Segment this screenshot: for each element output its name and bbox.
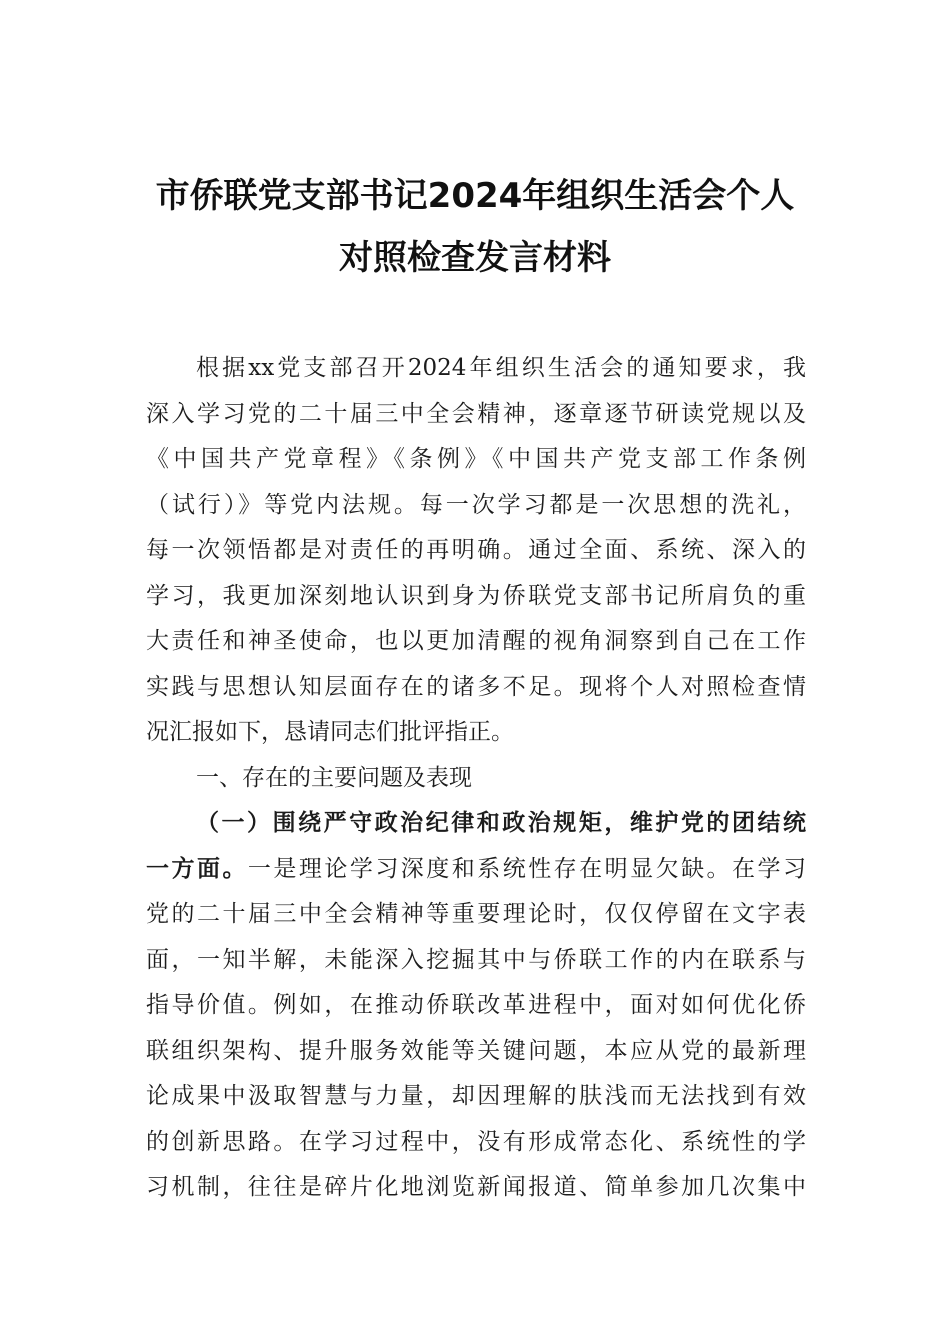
paragraph-line-text: 一是理论学习深度和系统性存在明显欠缺。在学习 xyxy=(247,856,807,882)
subsection-heading-text: （一）围绕严守政治纪律和政治规矩，维护党的团结统 xyxy=(196,810,806,836)
paragraph-line: 根据xx党支部召开2024年组织生活会的通知要求，我 xyxy=(196,355,806,381)
paragraph-line: 党的二十届三中全会精神等重要理论时，仅仅停留在文字表 xyxy=(146,901,806,927)
paragraph-line: 大责任和神圣使命，也以更加清醒的视角洞察到自己在工作 xyxy=(146,628,806,654)
paragraph-line: （试行）》等党内法规。每一次学习都是一次思想的洗礼， xyxy=(146,492,806,518)
paragraph-line: 指导价值。例如，在推动侨联改革进程中，面对如何优化侨 xyxy=(146,992,806,1018)
paragraph-line: 联组织架构、提升服务效能等关键问题，本应从党的最新理 xyxy=(146,1038,806,1064)
paragraph-line xyxy=(146,851,806,887)
paragraph-line: 习机制，往往是碎片化地浏览新闻报道、简单参加几次集中 xyxy=(146,1174,806,1200)
document-title-line-2: 对照检查发言材料 xyxy=(339,238,611,278)
document-title-line-1: 市侨联党支部书记2024年组织生活会个人 xyxy=(155,176,795,216)
paragraph-line: 学习，我更加深刻地认识到身为侨联党支部书记所肩负的重 xyxy=(146,583,806,609)
paragraph-line: 《中国共产党章程》《条例》《中国共产党支部工作条例 xyxy=(146,446,806,472)
paragraph-line: 况汇报如下，恳请同志们批评指正。 xyxy=(146,719,514,745)
section-heading: 一、存在的主要问题及表现 xyxy=(196,765,472,791)
paragraph-line: 的创新思路。在学习过程中，没有形成常态化、系统性的学 xyxy=(146,1129,806,1155)
paragraph-line: 面，一知半解，未能深入挖掘其中与侨联工作的内在联系与 xyxy=(146,947,806,973)
paragraph-line: 每一次领悟都是对责任的再明确。通过全面、系统、深入的 xyxy=(146,537,806,563)
paragraph-line: 论成果中汲取智慧与力量，却因理解的肤浅而无法找到有效 xyxy=(146,1083,806,1109)
subsection-heading xyxy=(196,805,806,841)
paragraph-line: 实践与思想认知层面存在的诸多不足。现将个人对照检查情 xyxy=(146,674,806,700)
paragraph-line: 深入学习党的二十届三中全会精神，逐章逐节研读党规以及 xyxy=(146,401,806,427)
subsection-heading-tail: 一方面。 xyxy=(146,856,248,882)
